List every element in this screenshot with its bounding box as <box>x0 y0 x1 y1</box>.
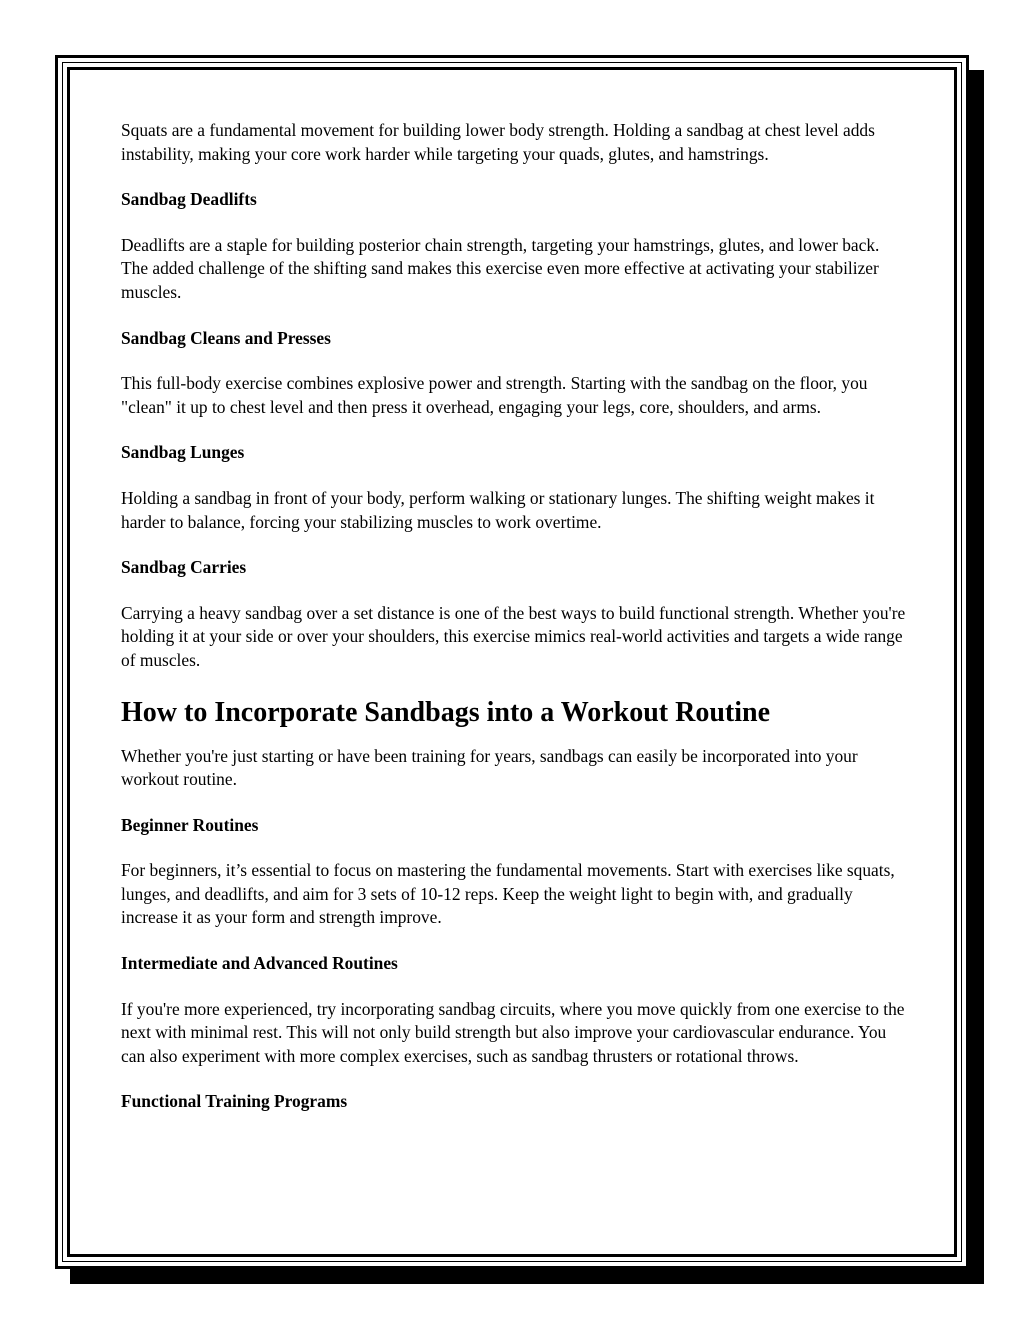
paragraph-carries: Carrying a heavy sandbag over a set distance is one of the best ways to build functional strength. Whether you're holding it at your side or over your shoulders, this exercise mimics real-world activities and targets a wide range of muscles. <box>121 602 906 670</box>
paragraph-deadlifts: Deadlifts are a staple for building posterior chain strength, targeting your hamstrings, glutes, and lower back. The added challenge of the shifting sand makes this exercise even more effective at activating your stabilizer muscles. <box>121 234 880 302</box>
heading-sandbag-cleans-presses: Sandbag Cleans and Presses <box>121 327 331 348</box>
heading-intermediate-advanced: Intermediate and Advanced Routines <box>121 953 398 974</box>
document-body <box>121 119 906 1136</box>
heading-beginner-routines: Beginner Routines <box>121 814 259 835</box>
heading-sandbag-lunges: Sandbag Lunges <box>121 442 245 463</box>
paragraph-cleans-presses: This full-body exercise combines explosive power and strength. Starting with the sandbag on the floor, you "clean" it up to chest level and then press it overhead, engaging your legs, core, shoulders, and arms. <box>121 373 868 417</box>
section-title-workout-routine: How to Incorporate Sandbags into a Workout Routine <box>121 696 771 728</box>
paragraph-intermediate-advanced: If you're more experienced, try incorporating sandbag circuits, where you move quickly from one exercise to the next with minimal rest. This will not only build strength but also improve your cardiovascular endurance. You can also experiment with more complex exercises, such as sandbag thrusters or rotational throws. <box>121 998 905 1066</box>
heading-functional-training: Functional Training Programs <box>121 1091 348 1112</box>
heading-sandbag-deadlifts: Sandbag Deadlifts <box>121 189 257 210</box>
heading-sandbag-carries: Sandbag Carries <box>121 557 247 578</box>
paragraph-beginner: For beginners, it’s essential to focus on mastering the fundamental movements. Start with exercises like squats, lunges, and deadlifts, and aim for 3 sets of 10-12 reps. Keep the weight light to begin with, and gradually increase it as your form and strength improve. <box>121 860 895 928</box>
paragraph-lunges: Holding a sandbag in front of your body, perform walking or stationary lunges. The shifting weight makes it harder to balance, forcing your stabilizing muscles to work overtime. <box>121 487 875 532</box>
paragraph-routine-intro: Whether you're just starting or have been training for years, sandbags can easily be incorporated into your workout routine. <box>121 745 858 790</box>
paragraph-squats: Squats are a fundamental movement for building lower body strength. Holding a sandbag at chest level adds instability, making your core work harder while targeting your quads, glutes, and hamstrings. <box>121 120 875 164</box>
